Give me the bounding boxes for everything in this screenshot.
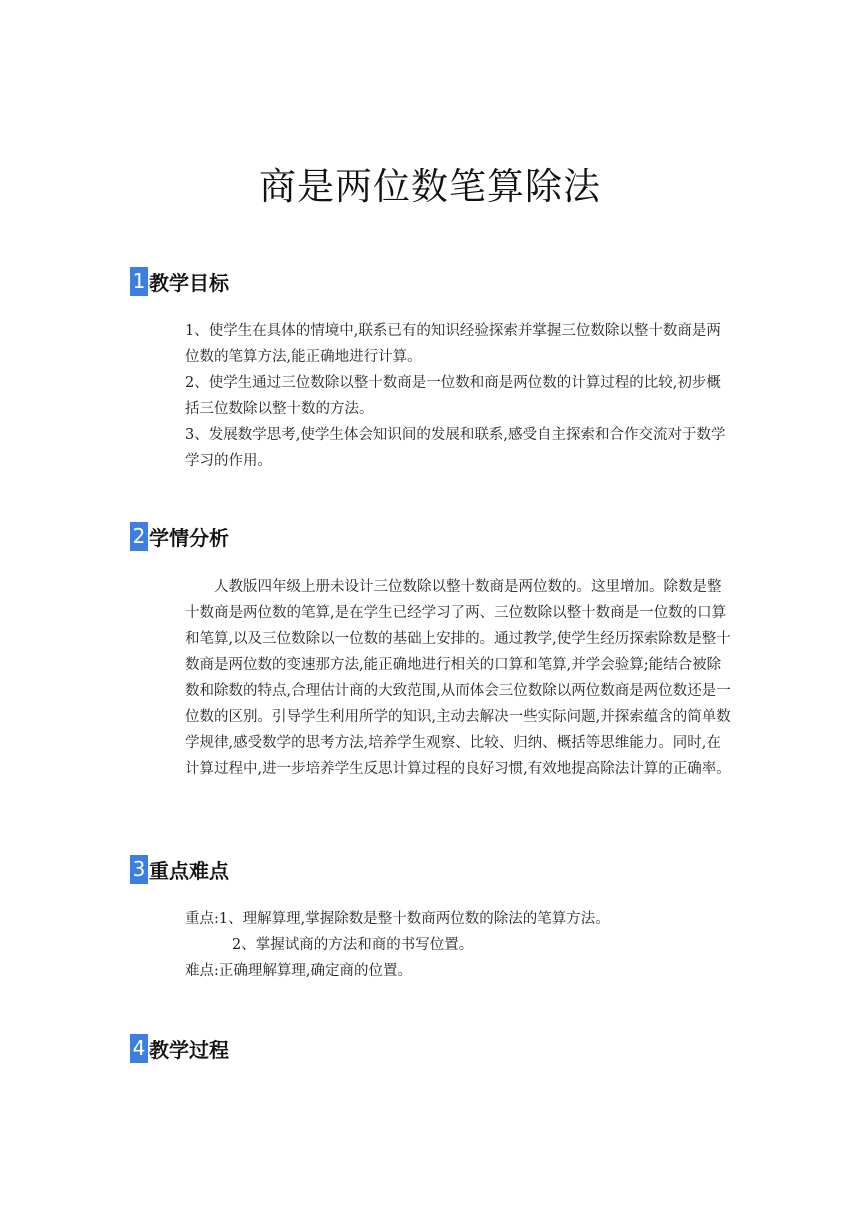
analysis-paragraph xyxy=(185,574,733,782)
difficulty-line: 难点:正确理解算理,确定商的位置。 xyxy=(185,963,412,979)
key-point-line: 2、掌握试商的方法和商的书写位置。 xyxy=(232,937,474,953)
objective-item: 1、使学生在具体的情境中,联系已有的知识经验探索并掌握三位数除以整十数商是两位数的笔算方法,能正确地进行计算。 xyxy=(185,323,721,365)
section-heading: 重点难点 xyxy=(149,859,229,883)
section-number-badge: 4 xyxy=(130,1034,148,1063)
section-heading: 教学过程 xyxy=(149,1038,229,1062)
analysis-text: 人教版四年级上册未设计三位数除以整十数商是两位数的。这里增加。除数是整十数商是两位数的笔算,是在学生已经学习了两、三位数除以整十数商是一位数的口算和笔算,以及三位数除以一位数的基础上安排的。通过教学,使学生经历探索除数是整十数商是两位数的变速那方法,能正确地进行相关的口算和笔算,并学会验算;能结合被除数和除数的特点,合理估计商的大致范围,从而体会三位数除以两位数商是两位数还是一位数的区别。引导学生利用所学的知识,主动去解决一些实际问题,并探索蕴含的简单数学规律,感受数学的思考方法,培养学生观察、比较、归纳、概括等思维能力。同时,在计算过程中,进一步培养学生反思计算过程的良好习惯,有效地提高除法计算的正确率。 xyxy=(185,579,731,777)
key-point-line: 重点:1、理解算理,掌握除数是整十数商两位数的除法的笔算方法。 xyxy=(185,911,610,927)
section-header-key-points xyxy=(130,855,229,884)
section-header-analysis xyxy=(130,522,229,551)
objective-item: 3、发展数学思考,使学生体会知识间的发展和联系,感受自主探索和合作交流对于数学学习的作用。 xyxy=(185,427,726,469)
section-header-process xyxy=(130,1034,229,1063)
section-header-objectives xyxy=(130,267,229,296)
section-number-badge: 1 xyxy=(130,267,148,296)
document-title: 商是两位数笔算除法 xyxy=(259,165,601,208)
objective-item: 2、使学生通过三位数除以整十数商是一位数和商是两位数的计算过程的比较,初步概括三位数除以整十数的方法。 xyxy=(185,375,721,417)
section-heading: 教学目标 xyxy=(149,271,229,295)
section-number-badge: 3 xyxy=(130,855,148,884)
section-heading: 学情分析 xyxy=(149,526,229,550)
section-number-badge: 2 xyxy=(130,522,148,551)
objectives-list xyxy=(185,318,733,474)
